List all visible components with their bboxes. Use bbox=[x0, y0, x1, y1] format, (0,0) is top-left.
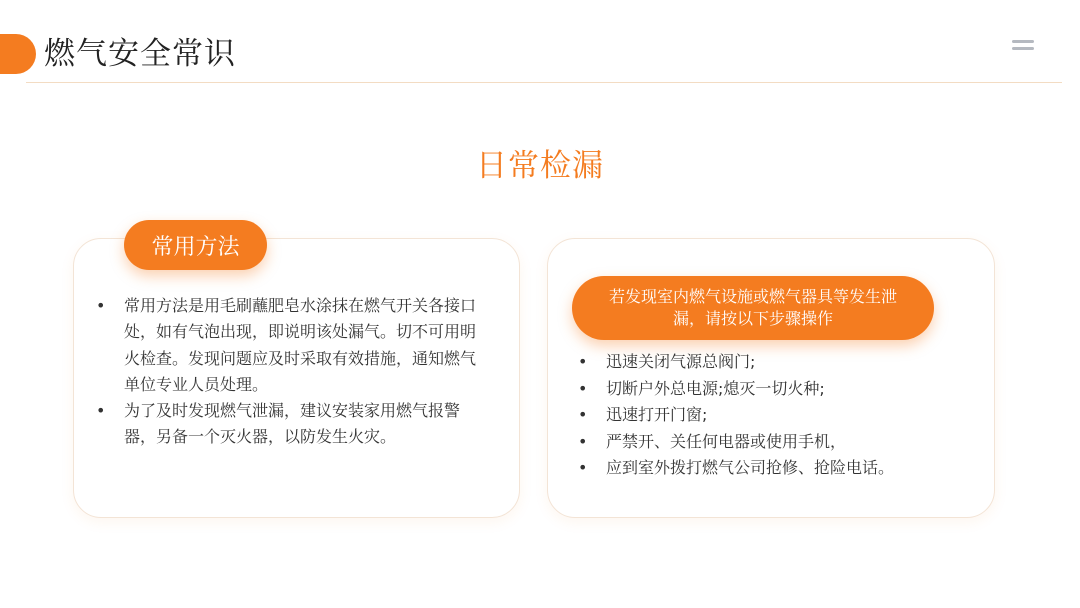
emergency-steps-list bbox=[606, 349, 946, 482]
title-accent-tab bbox=[0, 34, 36, 74]
list-item: • 迅速关闭气源总阀门; bbox=[606, 349, 946, 376]
menu-icon[interactable] bbox=[1012, 40, 1034, 52]
method-list bbox=[124, 293, 490, 451]
list-item: • 为了及时发现燃气泄漏，建议安装家用燃气报警器，另备一个灭火器，以防发生火灾。 bbox=[124, 398, 490, 451]
list-item: • 严禁开、关任何电器或使用手机， bbox=[606, 429, 946, 456]
list-item: • 迅速打开门窗; bbox=[606, 402, 946, 429]
list-item: • 切断户外总电源;熄灭一切火种; bbox=[606, 376, 946, 403]
section-title: 日常检漏 bbox=[476, 148, 604, 184]
emergency-pill-label: 若发现室内燃气设施或燃气器具等发生泄漏，请按以下步骤操作 bbox=[572, 276, 934, 340]
list-item: • 常用方法是用毛刷蘸肥皂水涂抹在燃气开关各接口处，如有气泡出现，即说明该处漏气。切不可用明火检查。发现问题应及时采取有效措施，通知燃气单位专业人员处理。 bbox=[124, 293, 490, 398]
method-pill-label: 常用方法 bbox=[124, 220, 267, 270]
page-title: 燃气安全常识 bbox=[44, 36, 236, 72]
list-item: • 应到室外拨打燃气公司抢修、抢险电话。 bbox=[606, 455, 946, 482]
header-divider bbox=[26, 82, 1062, 83]
